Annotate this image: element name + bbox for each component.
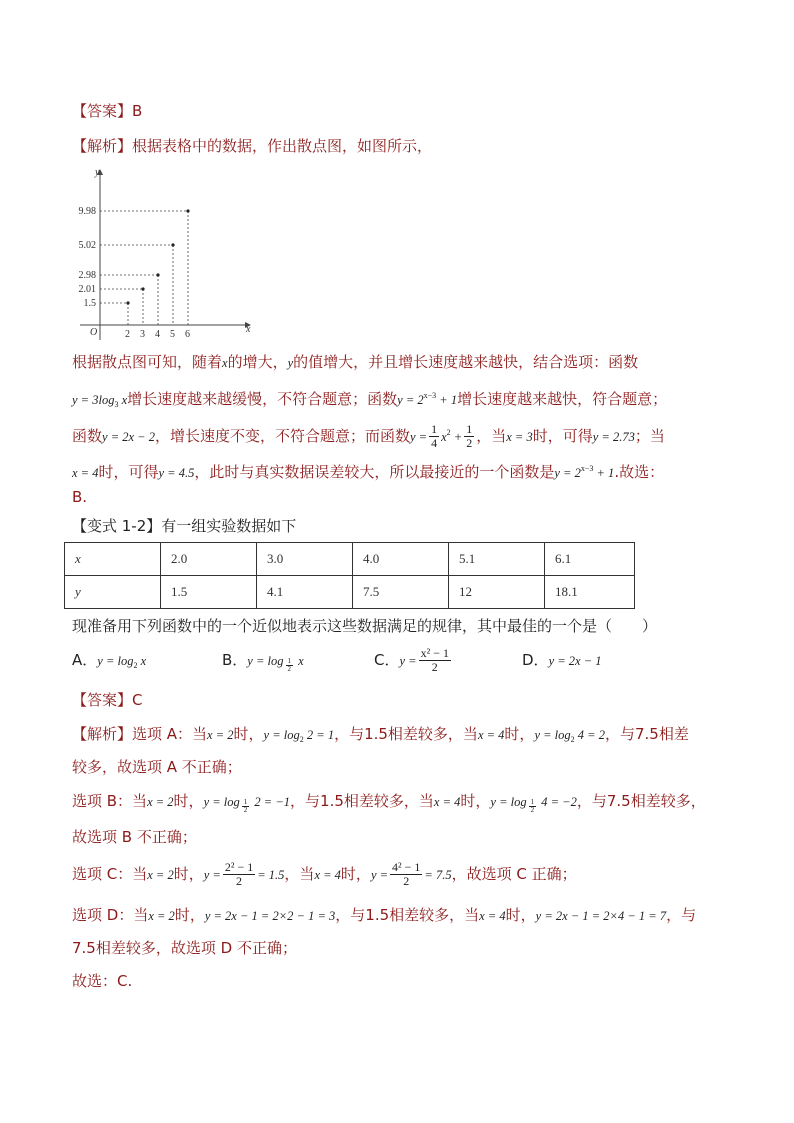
data-point (141, 287, 144, 290)
variant-tag: 【变式 1-2】 (72, 517, 162, 535)
answer-value: B (132, 102, 143, 120)
variant-title (72, 516, 296, 536)
data-point (156, 273, 159, 276)
data-point (186, 209, 189, 212)
para1-line1: 根据散点图可知，随着x的增大，y的值增大，并且增长速度越来越快，结合选项：函数 (72, 353, 639, 371)
analysis-c-line: 选项 C：当x = 2时，y = $\frac{\text{2² − 1}}{2}$ = 1.5，当x = 4时，y = $\frac{\text{4² − 1}}{2}$ = 7.5，故选项 C 正确； (72, 860, 577, 888)
origin-label: O (90, 327, 98, 338)
x-tick-label: 5 (170, 329, 175, 340)
option-d: D．y = 2x − 1 (522, 651, 602, 669)
y-tick-label: 2.98 (78, 270, 96, 281)
analysis-b-line2: 故选项 B 不正确； (72, 828, 197, 846)
answer-line-1 (72, 101, 142, 121)
data-point (171, 243, 174, 246)
analysis-b-line1: 选项 B：当x = 2时，y = log $\frac{1}{2}$ 2 = −1，与1.5相差较多，当x = 4时，y = log $\frac{1}{2}$ 4 = −2，与7.5相差较多， (72, 792, 706, 814)
x-tick-label: 3 (140, 329, 145, 340)
fraction: $\frac{1}{2}$ (466, 422, 473, 450)
option-c: C．y = $\frac{\text{x² − 1}}{2}$ (374, 646, 449, 674)
data-point (126, 301, 129, 304)
option-a: A．$y = \log_2 x$ (72, 651, 147, 670)
analysis-a-line2: 较多，故选项 A 不正确； (72, 758, 242, 776)
y-tick-label: 1.5 (83, 298, 96, 309)
para1-line2: $y = 3\log_3$ x增长速度越来越缓慢，不符合题意；函数$y = 2^{x-3} + 1$增长速度越来越快，符合题意； (72, 390, 668, 409)
scatter-plot (70, 165, 260, 345)
analysis-text: 根据表格中的数据，作出散点图，如图所示， (132, 137, 433, 155)
y-axis-label: y (95, 167, 100, 178)
para1-line3: 函数y = 2x − 2，增长速度不变，不符合题意；而函数y = $\frac{1}{4}$ $x^2$ + $\frac{1}{2}$ ，当x = 3时，可得y = 2.73；当 (72, 422, 665, 450)
analysis-d-line2: 7.5相差较多，故选项 D 不正确； (72, 939, 297, 957)
y-tick-label: 5.02 (78, 240, 96, 251)
data-table (64, 542, 635, 609)
table-row: y 1.5 4.1 7.5 12 18.1 (65, 576, 635, 609)
answer-line-2: 【答案】C (72, 691, 143, 709)
analysis-tag: 【解析】 (72, 137, 133, 155)
answer-tag: 【答案】 (72, 102, 133, 120)
y-tick-label: 2.01 (78, 284, 96, 295)
para1-line5: B. (72, 488, 88, 506)
para1-line4: x = 4时，可得y = 4.5，此时与真实数据误差较大，所以最接近的一个函数是$y = 2^{x-3} + 1$.故选： (72, 463, 665, 481)
variant-text: 有一组实验数据如下 (161, 517, 297, 535)
x-tick-label: 6 (185, 329, 190, 340)
analysis-d-line1: 选项 D：当x = 2时，y = 2x − 1 = 2×2 − 1 = 3，与1.5相差较多，当x = 4时，y = 2x − 1 = 2×4 − 1 = 7，与 (72, 906, 697, 924)
question-text: 现准备用下列函数中的一个近似地表示这些数据满足的规律，其中最佳的一个是（ ） (72, 617, 658, 635)
fraction: $\frac{1}{4}$ (431, 422, 438, 450)
final-answer: 故选：C. (72, 972, 133, 990)
x-tick-label: 4 (155, 329, 160, 340)
y-tick-label: 9.98 (78, 206, 96, 217)
x-axis-label: x (246, 324, 251, 335)
option-b: B．y = log $\frac{1}{2}$ x (222, 651, 304, 673)
x-tick-label: 2 (125, 329, 130, 340)
analysis-line-1 (72, 136, 432, 156)
analysis-a-line1: 【解析】选项 A：当x = 2时，$y = \log_2 2 = 1$，与1.5相差较多，当x = 4时，$y = \log_2 4 = 2$，与7.5相差 (72, 725, 689, 744)
table-row: x 2.0 3.0 4.0 5.1 6.1 (65, 543, 635, 576)
